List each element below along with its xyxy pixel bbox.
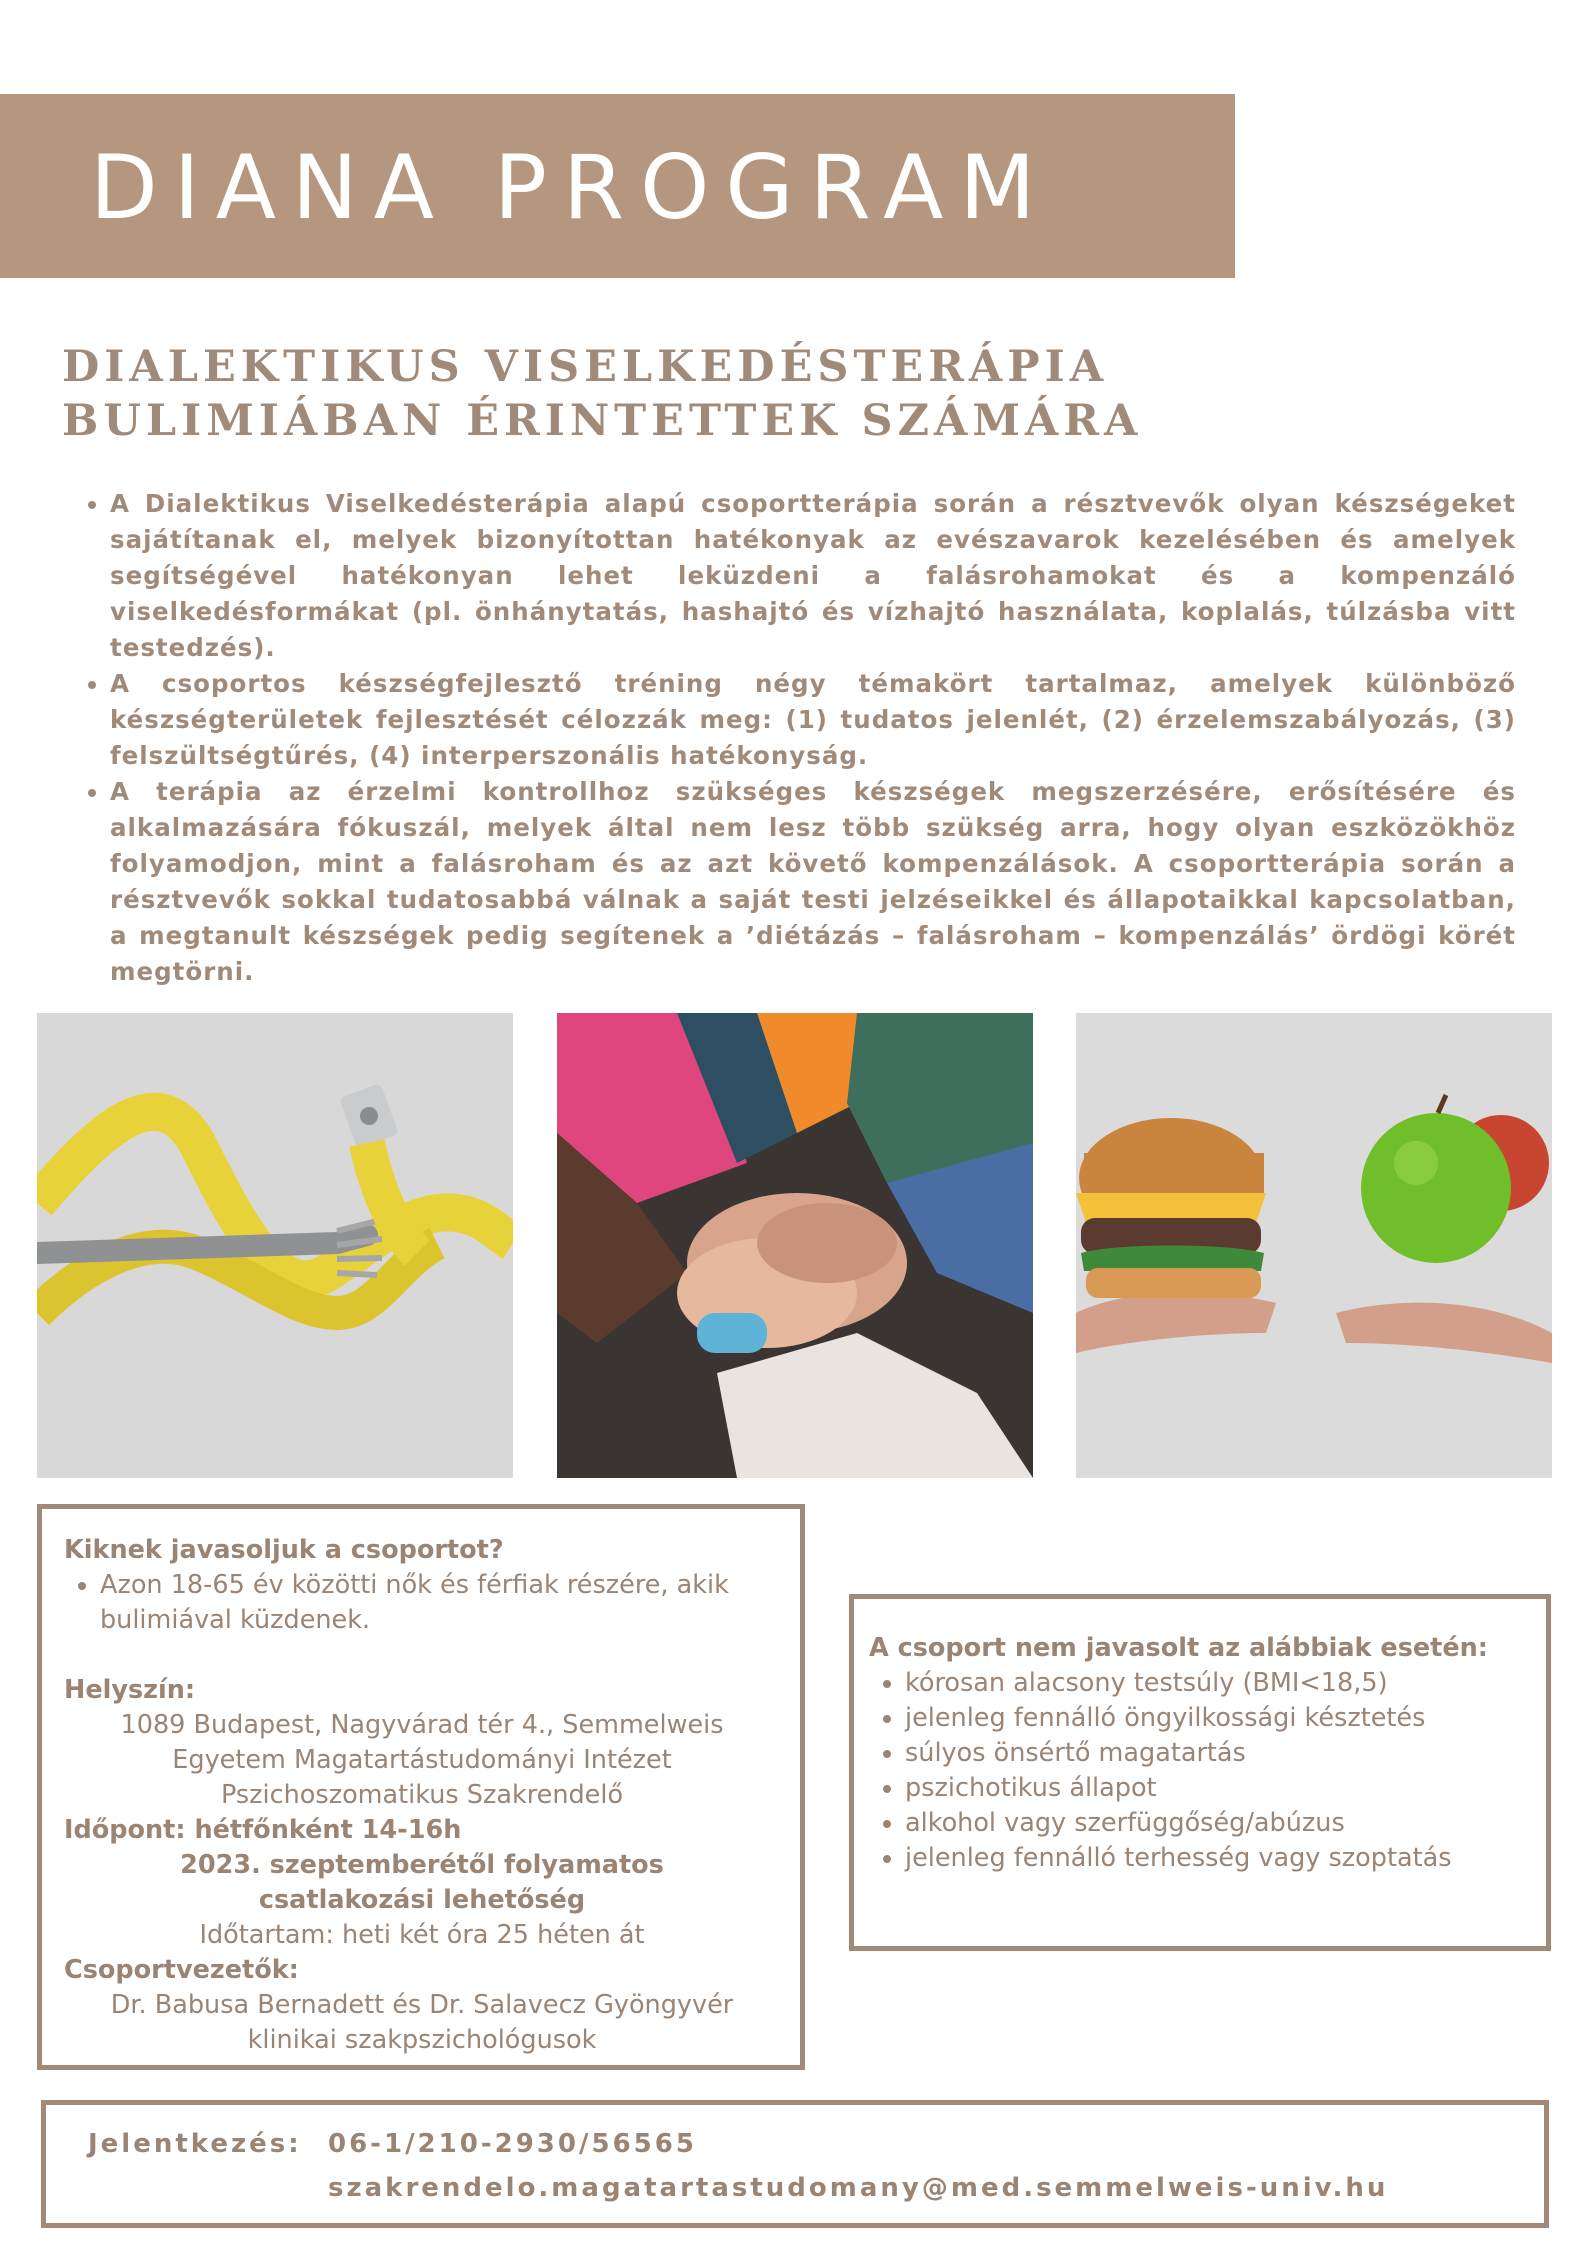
page-title: DIANA PROGRAM bbox=[90, 136, 1052, 239]
intro-list bbox=[84, 486, 1516, 990]
stacked-hands-photo bbox=[557, 1013, 1033, 1478]
contact-email[interactable]: szakrendelo.magatartastudomany@med.semmelweis-univ.hu bbox=[328, 2173, 1389, 2203]
contra-item: • pszichotikus állapot bbox=[905, 1771, 1530, 1806]
intro-paragraph: • A Dialektikus Viselkedésterápia alapú csoportterápia során a résztvevők olyan készségeket sajátítanak el, melyek bizonyítottan hatékonyak az evészavarok kezelésében és amelyek segítségével hatékonyan lehet leküzdeni a falásrohamokat és a kompenzáló viselkedésformákat (pl. önhánytatás, hashajtó és vízhajtó használata, koplalás, túlzásba vitt testedzés). bbox=[110, 486, 1516, 666]
contraindications-box bbox=[849, 1594, 1551, 1951]
contra-list bbox=[869, 1666, 1530, 1876]
contra-item: • jelenleg fennálló öngyilkossági késztetés bbox=[905, 1701, 1530, 1736]
group-info-box bbox=[37, 1504, 805, 2070]
contra-item: • alkohol vagy szerfüggőség/abúzus bbox=[905, 1806, 1530, 1841]
subtitle-line-1: DIALEKTIKUS VISELKEDÉSTERÁPIA bbox=[62, 342, 1109, 392]
location-heading: Helyszín: bbox=[64, 1675, 196, 1705]
contra-item: • kórosan alacsony testsúly (BMI<18,5) bbox=[905, 1666, 1530, 1701]
fork-measuring-tape-photo bbox=[37, 1013, 513, 1478]
contact-label: Jelentkezés: bbox=[88, 2129, 302, 2159]
subtitle-line-2: BULIMIÁBAN ÉRINTETTEK SZÁMÁRA bbox=[62, 396, 1143, 446]
contact-box bbox=[41, 2100, 1549, 2228]
duration-text: Időtartam: heti két óra 25 héten át bbox=[199, 1920, 645, 1950]
contra-item: • súlyos önsértő magatartás bbox=[905, 1736, 1530, 1771]
location-line: Pszichoszomatikus Szakrendelő bbox=[220, 1780, 624, 1810]
who-list bbox=[64, 1568, 780, 1638]
location-line: Egyetem Magatartástudományi Intézet bbox=[172, 1745, 672, 1775]
location-line: 1089 Budapest, Nagyvárad tér 4., Semmelweis bbox=[120, 1710, 724, 1740]
contact-phone[interactable]: 06-1/210-2930/56565 bbox=[328, 2129, 697, 2159]
contra-item: • jelenleg fennálló terhesség vagy szoptatás bbox=[905, 1841, 1530, 1876]
start-line: csatlakozási lehetőség bbox=[258, 1885, 586, 1915]
leaders-line: Dr. Babusa Bernadett és Dr. Salavecz Gyöngyvér bbox=[110, 1990, 734, 2020]
leaders-heading: Csoportvezetők: bbox=[64, 1955, 299, 1985]
start-line: 2023. szeptemberétől folyamatos bbox=[180, 1850, 664, 1880]
time-heading: Időpont: hétfőnként 14-16h bbox=[64, 1815, 462, 1845]
page-subtitle bbox=[62, 340, 1142, 448]
intro-paragraph: • A csoportos készségfejlesztő tréning négy témakört tartalmaz, amelyek különböző készségterületek fejlesztését célozzák meg: (1) tudatos jelenlét, (2) érzelemszabályozás, (3) felszültségtűrés, (4) interperszonális hatékonyság. bbox=[110, 666, 1516, 774]
who-heading: Kiknek javasoljuk a csoportot? bbox=[64, 1535, 504, 1565]
contra-heading: A csoport nem javasolt az alábbiak esetén: bbox=[869, 1633, 1488, 1663]
title-banner bbox=[0, 94, 1235, 278]
burger-vs-apple-photo bbox=[1076, 1013, 1552, 1478]
who-item: • Azon 18-65 év közötti nők és férfiak részére, akik bulimiával küzdenek. bbox=[100, 1568, 780, 1638]
leaders-line: klinikai szakpszichológusok bbox=[247, 2025, 597, 2055]
intro-paragraph: • A terápia az érzelmi kontrollhoz szükséges készségek megszerzésére, erősítésére és alkalmazására fókuszál, melyek által nem lesz több szükség arra, hogy olyan eszközökhöz folyamodjon, mint a falásroham és az azt követő kompenzálások. A csoportterápia során a résztvevők sokkal tudatosabbá válnak a saját testi jelzéseikkel és állapotaikkal kapcsolatban, a megtanult készségek pedig segítenek a ’diétázás – falásroham – kompenzálás’ ördögi körét megtörni. bbox=[110, 774, 1516, 990]
